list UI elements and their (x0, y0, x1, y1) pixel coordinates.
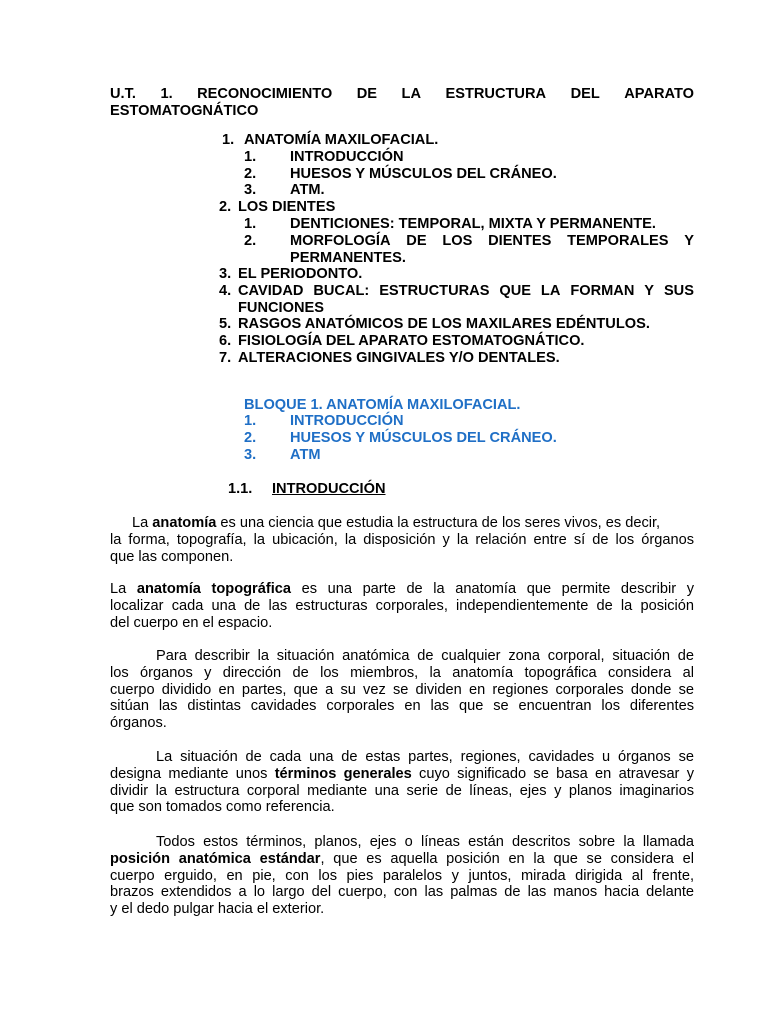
toc-label (290, 233, 694, 250)
text-line: cuerpo erguido, en pie, con los pies paralelos y juntos, mirada dirigida al frente, (110, 867, 694, 884)
toc-label: ANATOMÍA MAXILOFACIAL. (244, 132, 439, 148)
toc-word: MORFOLOGÍA (290, 233, 391, 249)
unit-title (110, 86, 694, 120)
toc-word: DE (406, 233, 427, 249)
toc-label: DENTICIONES: TEMPORAL, MIXTA Y PERMANENTE. (290, 216, 656, 232)
title-word: U.T. (110, 86, 136, 102)
toc-word: ESTRUCTURAS (379, 283, 490, 299)
text-line: órganos. (110, 715, 167, 732)
toc-word: FORMAN (570, 283, 635, 299)
toc-label-continued: PERMANENTES. (290, 250, 406, 266)
toc-word: QUE (499, 283, 531, 299)
text-line: Todos estos términos, planos, ejes o líneas están descritos sobre la llamada (156, 834, 694, 850)
text-line: cuerpo dividido en partes, que a su vez se dividen en regiones corporales donde se (110, 681, 694, 698)
title-word: ESTRUCTURA (445, 86, 547, 102)
unit-title-line1 (110, 86, 694, 103)
toc-label: HUESOS Y MÚSCULOS DEL CRÁNEO. (290, 166, 557, 182)
paragraph-terminos-generales (110, 749, 694, 816)
text-run: La (132, 515, 153, 531)
bloque-item (244, 447, 321, 464)
toc-number: 6. (219, 333, 232, 349)
toc-number: 1. (244, 216, 257, 232)
paragraph-situacion-anatomica (110, 648, 694, 732)
toc-subitem (244, 166, 557, 183)
bloque-label: HUESOS Y MÚSCULOS DEL CRÁNEO. (290, 430, 557, 446)
toc-section-1 (222, 132, 438, 149)
text-line (110, 581, 694, 598)
text-run: es una parte de la anatomía que permite describir y (290, 581, 694, 597)
text-run: designa mediante unos (110, 765, 275, 782)
bloque-label: ATM (290, 447, 321, 463)
toc-label: ALTERACIONES GINGIVALES Y/O DENTALES. (238, 350, 560, 366)
bloque-item (244, 413, 404, 430)
toc-section-6 (219, 333, 584, 350)
bold-term: posición anatómica estándar (110, 850, 321, 867)
bloque-number: 3. (244, 447, 257, 463)
toc-number: 1. (244, 149, 257, 165)
text-run (132, 515, 660, 532)
toc-label: FISIOLOGÍA DEL APARATO ESTOMATOGNÁTICO. (238, 333, 585, 349)
bold-term: anatomía topográfica (136, 581, 291, 597)
toc-label: ATM. (290, 182, 325, 198)
title-word: 1. (160, 86, 173, 102)
text-line (110, 851, 694, 868)
toc-word: TEMPORALES (567, 233, 669, 249)
toc-word: LA (540, 283, 561, 299)
text-line (110, 515, 694, 532)
text-line: los órganos y dirección de los miembros, la anatomía topográfica considera al (110, 664, 694, 681)
text-line: dividir la estructura corporal mediante una serie de líneas, ejes y planos imaginarios (110, 782, 694, 799)
section-title: INTRODUCCIÓN (272, 481, 386, 497)
toc-number: 3. (219, 266, 232, 282)
text-line (110, 766, 694, 783)
toc-label: LOS DIENTES (238, 199, 336, 215)
section-heading (228, 481, 386, 498)
text-line: que las componen. (110, 548, 234, 565)
paragraph-anatomia-topografica (110, 581, 694, 631)
text-line: localizar cada una de las estructuras corporales, independientemente de la posición (110, 597, 694, 614)
title-word: DEL (570, 86, 600, 102)
title-word: APARATO (624, 86, 694, 102)
bloque-item (244, 430, 557, 447)
text-run: , que es aquella posición en la que se considera el (320, 850, 694, 867)
toc-number: 5. (219, 316, 232, 332)
toc-label (238, 283, 694, 300)
toc-number: 2. (244, 233, 257, 249)
text-line: que son tomados como referencia. (110, 799, 335, 816)
bloque-label: INTRODUCCIÓN (290, 413, 404, 429)
toc-word: Y (644, 283, 655, 299)
toc-word: LOS (442, 233, 473, 249)
bold-term: anatomía (152, 515, 217, 531)
toc-number: 4. (219, 283, 232, 299)
toc-number: 3. (244, 182, 257, 198)
text-line: y el dedo pulgar hacia el exterior. (110, 901, 325, 918)
title-word: DE (356, 86, 378, 102)
text-line: La situación de cada una de estas partes, regiones, cavidades u órganos se (156, 749, 694, 765)
text-line: brazos extendidos a lo largo del cuerpo, con las palmas de las manos hacia delante (110, 884, 694, 901)
text-line: sitúan las distintas cavidades corporales en las que se encuentran los diferentes (110, 698, 694, 715)
text-line: del cuerpo en el espacio. (110, 614, 273, 631)
toc-section-5 (219, 316, 650, 333)
toc-section-3 (219, 266, 362, 283)
toc-label: RASGOS ANATÓMICOS DE LOS MAXILARES EDÉNTULOS. (238, 316, 650, 332)
toc-word: DIENTES (488, 233, 552, 249)
toc-label: INTRODUCCIÓN (290, 149, 404, 165)
title-word: RECONOCIMIENTO (197, 86, 333, 102)
title-word: LA (401, 86, 422, 102)
paragraph-posicion-anatomica (110, 834, 694, 918)
toc-number: 1. (222, 132, 235, 148)
paragraph-anatomia (110, 515, 694, 565)
toc-number: 7. (219, 350, 232, 366)
toc-number: 2. (244, 166, 257, 182)
toc-word: Y (684, 233, 694, 249)
bloque-title: BLOQUE 1. ANATOMÍA MAXILOFACIAL. (244, 397, 521, 413)
toc-section-7 (219, 350, 560, 367)
toc-word: CAVIDAD (238, 283, 304, 299)
text-line: la forma, topografía, la ubicación, la disposición y la relación entre sí de los órganos (110, 531, 694, 548)
toc-subitem (244, 182, 325, 199)
section-number: 1.1. (228, 481, 253, 497)
toc-subitem (244, 216, 656, 233)
toc-label: EL PERIODONTO. (238, 266, 363, 282)
unit-title-line2: ESTOMATOGNÁTICO (110, 102, 259, 119)
text-run: cuyo significado se basa en atravesar y (411, 765, 695, 782)
toc-number: 2. (219, 199, 232, 215)
toc-section-2 (219, 199, 335, 216)
bloque-number: 1. (244, 413, 257, 429)
toc-label-continued: FUNCIONES (238, 300, 324, 316)
text-run: La (110, 581, 137, 597)
bold-term: términos generales (274, 765, 412, 782)
toc-subitem (244, 149, 404, 166)
text-line: Para describir la situación anatómica de cualquier zona corporal, situación de (156, 648, 694, 664)
bloque-number: 2. (244, 430, 257, 446)
text-run: es una ciencia que estudia la estructura de los seres vivos, es decir, (216, 515, 661, 531)
toc-word: BUCAL: (313, 283, 370, 299)
toc-word: SUS (663, 283, 694, 299)
